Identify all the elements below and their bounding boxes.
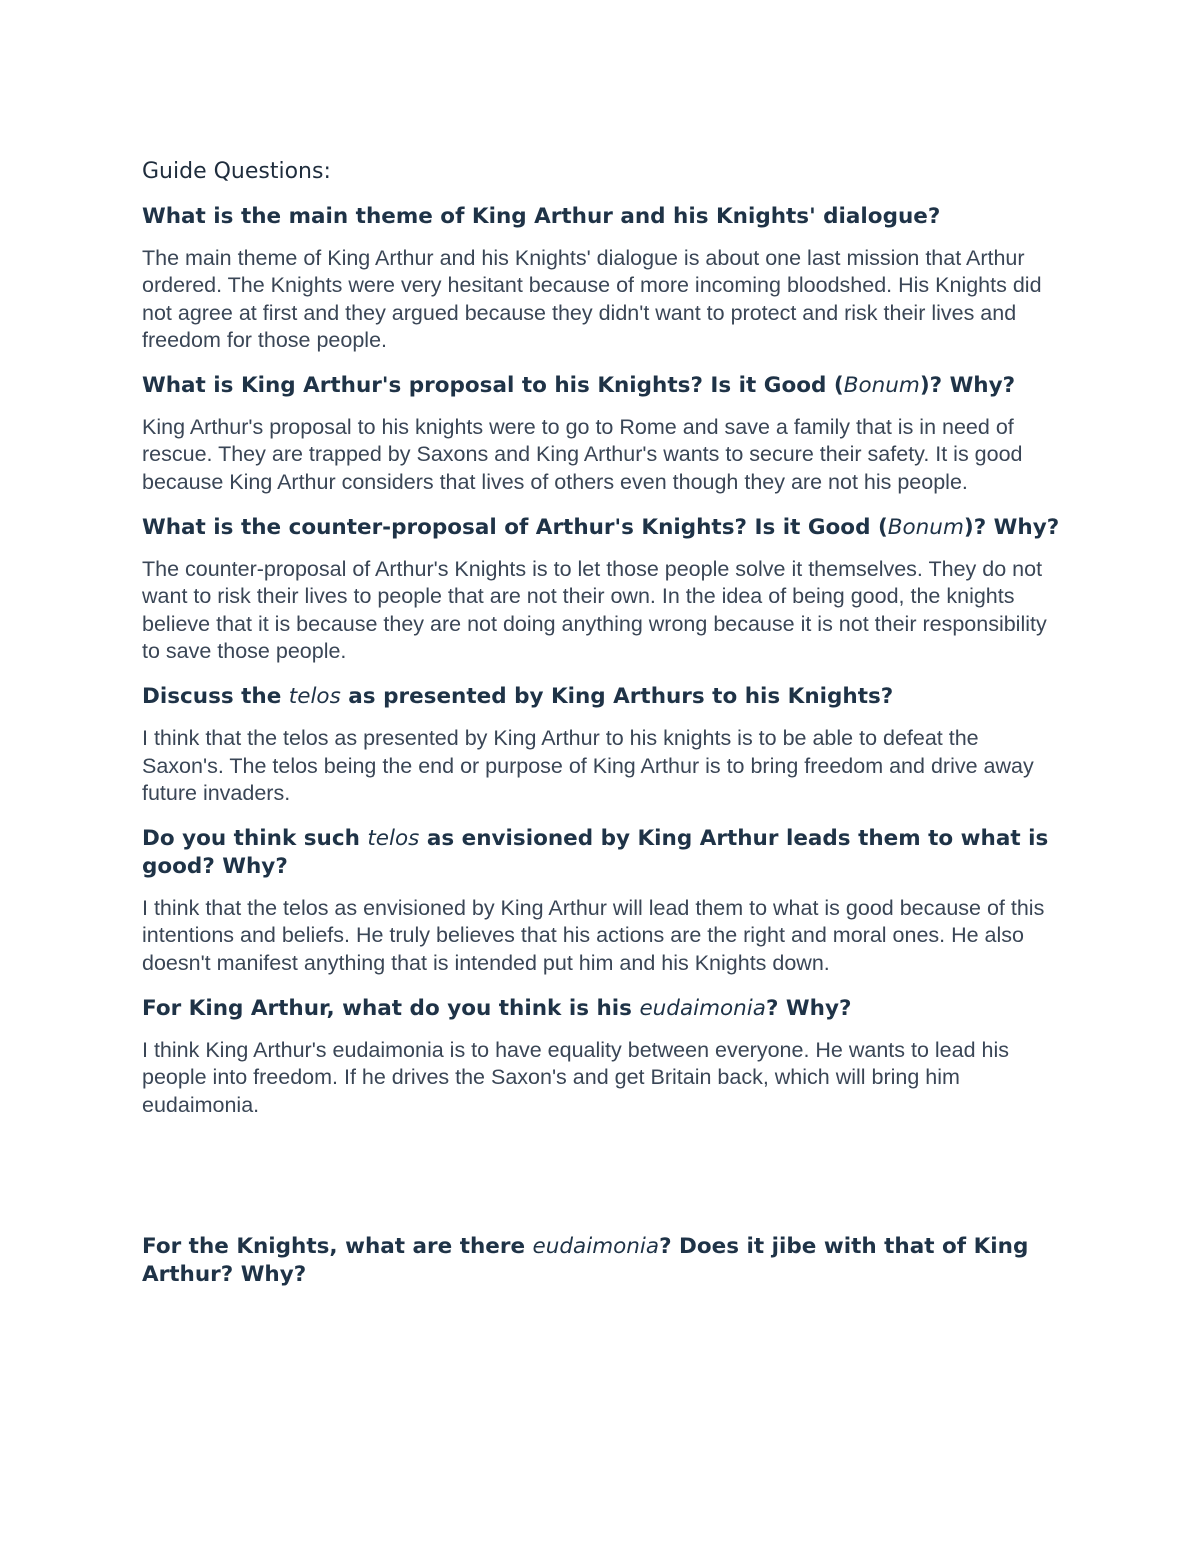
question-text: ? Does it jibe with that of King Arthur? Why? [142, 1233, 1029, 1287]
document-page [142, 155, 1062, 1303]
question-3 [142, 514, 1062, 542]
answer-1: The main theme of King Arthur and his Knights' dialogue is about one last mission that Arthur ordered. The Knights were very hesitant because of more incoming bloodshed. His Knights did not agree at first and they argued because they didn't want to protect and risk their lives and freedom for those people. [142, 246, 1042, 352]
question-text: as envisioned by King Arthur leads them to what is good? Why? [142, 826, 1049, 880]
question-text: )? Why? [919, 373, 1016, 399]
question-1 [142, 203, 1062, 231]
blank-space [142, 1137, 1062, 1233]
document-title: Guide Questions: [142, 159, 331, 184]
question-italic-term: eudaimonia [532, 1233, 660, 1259]
answer-2: King Arthur's proposal to his knights were to go to Rome and save a family that is in need of rescue. They are trapped by Saxons and King Arthur's wants to secure their safety. It is good because King Arthur considers that lives of others even though they are not his people. [142, 415, 1023, 494]
question-2 [142, 372, 1062, 400]
question-italic-term: eudaimonia [639, 996, 766, 1022]
question-7 [142, 1233, 1062, 1289]
question-text: What is the counter-proposal of Arthur's Knights? Is it Good ( [142, 515, 888, 541]
question-italic-term: telos [288, 684, 341, 710]
answer-4: I think that the telos as presented by King Arthur to his knights is to be able to defeat the Saxon's. The telos being the end or purpose of King Arthur is to bring freedom and drive away future invaders. [142, 726, 1034, 805]
question-text: as presented by King Arthurs to his Knights? [340, 684, 894, 710]
question-text: )? Why? [963, 515, 1060, 541]
question-text: What is the main theme of King Arthur and his Knights' dialogue? [142, 204, 941, 229]
answer-6: I think King Arthur's eudaimonia is to have equality between everyone. He wants to lead his people into freedom. If he drives the Saxon's and get Britain back, which will bring him eudaimonia. [142, 1038, 1010, 1117]
question-5 [142, 825, 1062, 881]
question-4 [142, 683, 1062, 711]
question-text: ? Why? [765, 996, 852, 1022]
question-text: What is King Arthur's proposal to his Knights? Is it Good ( [142, 373, 844, 399]
answer-5: I think that the telos as envisioned by King Arthur will lead them to what is good because of this intentions and beliefs. He truly believes that his actions are the right and moral ones. He also doesn't manifest anything that is intended put him and his Knights down. [142, 896, 1045, 975]
question-italic-term: telos [367, 826, 420, 852]
question-italic-term: Bonum [887, 515, 964, 541]
question-text: For the Knights, what are there [142, 1233, 533, 1259]
question-text: For King Arthur, what do you think is his [142, 996, 640, 1022]
answer-3: The counter-proposal of Arthur's Knights is to let those people solve it themselves. They do not want to risk their lives to people that are not their own. In the idea of being good, the knights believe that it is because they are not doing anything wrong because it is not their responsibility to save those people. [142, 557, 1047, 663]
question-6 [142, 995, 1062, 1023]
question-text: Do you think such [142, 826, 368, 852]
question-italic-term: Bonum [843, 373, 920, 399]
question-text: Discuss the [142, 684, 289, 710]
